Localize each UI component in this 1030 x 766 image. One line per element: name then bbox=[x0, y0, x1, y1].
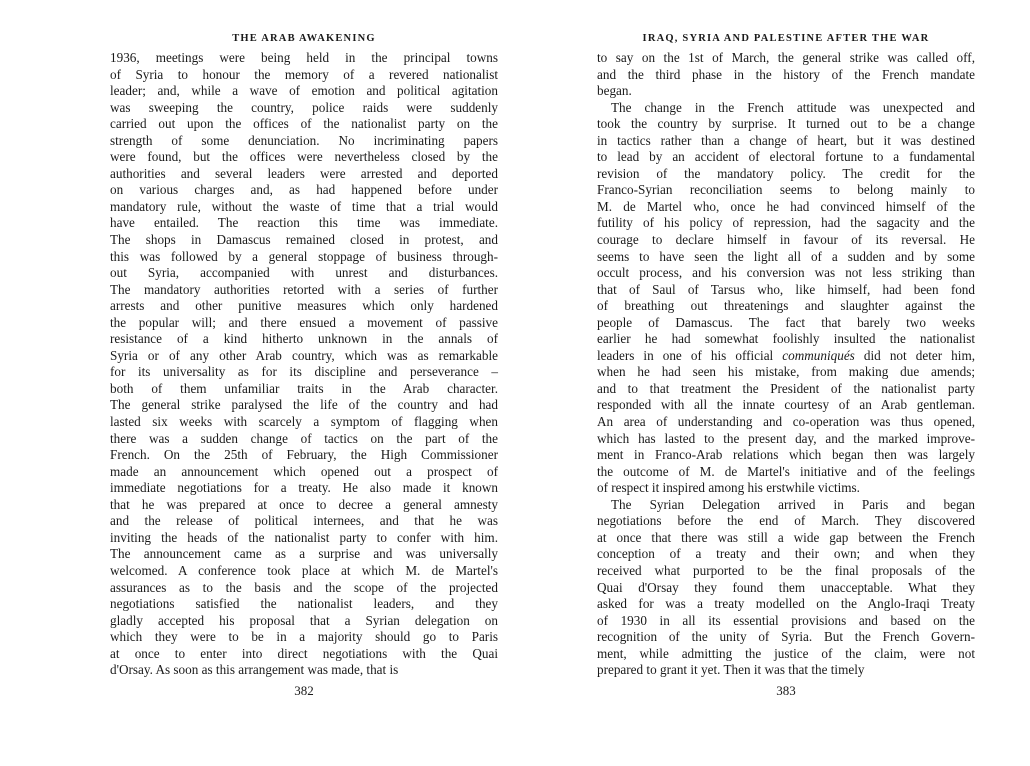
text-line: futility of his policy of repression, had the sagacity and the bbox=[597, 215, 975, 231]
text-line: inviting the heads of the nationalist party to confer with him. bbox=[110, 529, 498, 545]
text-line: The Syrian Delegation arrived in Paris and began bbox=[611, 496, 975, 512]
text-line: lasted six weeks with scarcely a symptom of flagging when bbox=[110, 414, 498, 430]
text-line: and to that treatment the President of the nationalist party bbox=[597, 380, 975, 396]
text-line: carried out upon the offices of the nationalist party on the bbox=[110, 116, 498, 132]
page-number-right: 383 bbox=[776, 683, 796, 698]
text-line: recognition of the unity of Syria. But the French Govern- bbox=[597, 629, 975, 645]
text-line: were found, but the offices were nevertheless closed by the bbox=[110, 149, 498, 165]
text-line: of respect it inspired among his erstwhile victims. bbox=[597, 480, 860, 496]
text-line: ment, while admitting the justice of the claim, were not bbox=[597, 645, 975, 661]
text-line: received what purported to be the final proposals of the bbox=[597, 562, 975, 578]
text-line: for its universality as for its discipline and perseverance – bbox=[110, 364, 498, 380]
running-head-right: IRAQ, SYRIA AND PALESTINE AFTER THE WAR bbox=[642, 33, 930, 44]
text-line: this was followed by a general stoppage of business through- bbox=[110, 248, 498, 264]
text-line: negotiations before the end of March. They discovered bbox=[597, 513, 975, 529]
text-line: the popular will; and there ensued a movement of passive bbox=[110, 314, 498, 330]
text-line: which has lasted to the present day, and the marked improve- bbox=[597, 430, 975, 446]
text-line: on various charges and, as had happened before under bbox=[110, 182, 498, 198]
text-line: arrests and other punitive measures which only hardened bbox=[110, 298, 498, 314]
text-line: out Syria, accompanied with unrest and disturbances. bbox=[110, 265, 498, 281]
text-line: and the release of political internees, and that he was bbox=[110, 513, 498, 529]
text-line: welcomed. A conference took place at which M. de Martel's bbox=[110, 562, 498, 578]
text-line: Syria or of any other Arab country, which was as remarkable bbox=[110, 347, 498, 363]
text-line: The general strike paralysed the life of the country and had bbox=[110, 397, 498, 413]
text-line: The shops in Damascus remained closed in protest, and bbox=[110, 232, 498, 248]
text-line: have entailed. The reaction this time was immediate. bbox=[110, 215, 498, 231]
text-line: The announcement came as a surprise and was universally bbox=[110, 546, 498, 562]
text-line: asked for was a treaty modelled on the Anglo-Iraqi Treaty bbox=[597, 596, 975, 612]
text-line: earlier he had somewhat foolishly insulted the nationalist bbox=[597, 331, 975, 347]
text-line: d'Orsay. As soon as this arrangement was made, that is bbox=[110, 662, 399, 678]
text-line: The mandatory authorities retorted with a series of further bbox=[110, 281, 498, 297]
text-line: was sweeping the country, police raids were suddenly bbox=[110, 99, 498, 115]
text-line: revision of the mandatory policy. The credit for the bbox=[597, 165, 975, 181]
text-line: gladly accepted his proposal that a Syrian delegation on bbox=[110, 612, 498, 628]
text-line: there was a sudden change of tactics on the part of the bbox=[110, 430, 498, 446]
text-line: resistance of a kind hitherto unknown in the annals of bbox=[110, 331, 498, 347]
left-body-text bbox=[110, 50, 498, 679]
page-number-left: 382 bbox=[294, 683, 314, 698]
text-line: Franco-Syrian reconciliation seems to belong mainly to bbox=[597, 182, 975, 198]
text-line: authorities and several leaders were arrested and deported bbox=[110, 165, 498, 181]
text-line: to say on the 1st of March, the general strike was called off, bbox=[597, 50, 975, 65]
text-line: both of them unfamiliar traits in the Arab character. bbox=[110, 380, 498, 396]
text-line: to lead by an accident of electoral fortune to a fundamental bbox=[597, 149, 975, 165]
text-line: ment in Franco-Arab relations which began then was largely bbox=[597, 447, 975, 463]
text-line: courage to declare himself in favour of its reversal. He bbox=[597, 232, 975, 248]
text-line: people of Damascus. The fact that barely two weeks bbox=[597, 314, 975, 330]
text-line: negotiations satisfied the nationalist leaders, and they bbox=[110, 596, 498, 612]
text-line: took the country by surprise. It turned out to be a change bbox=[597, 116, 975, 132]
text-line: assurances as to the basis and the scope of the projected bbox=[110, 579, 498, 595]
text-line: occult process, and his conversion was not less striking than bbox=[597, 265, 975, 281]
text-line: strength of some denunciation. No incriminating papers bbox=[110, 132, 498, 148]
text-line: leader; and, while a wave of emotion and political agitation bbox=[110, 83, 498, 99]
running-head-left: THE ARAB AWAKENING bbox=[232, 33, 376, 44]
text-line: which they were to be in a majority should go to Paris bbox=[110, 629, 498, 645]
text-line: and the third phase in the history of the French mandate bbox=[597, 66, 975, 82]
text-line: responded with all the innate courtesy of an Arab gentleman. bbox=[597, 397, 975, 413]
text-line: French. On the 25th of February, the High Commissioner bbox=[110, 447, 498, 463]
text-line: that of Saul of Tarsus who, like himself, had been fond bbox=[597, 281, 975, 297]
text-line: Quai d'Orsay they found them unacceptable. What they bbox=[597, 579, 975, 595]
text-line: prepared to grant it yet. Then it was that the timely bbox=[597, 662, 865, 678]
text-line: at once to enter into direct negotiations with the Quai bbox=[110, 645, 498, 661]
text-line: made an announcement which opened out a prospect of bbox=[110, 463, 498, 479]
text-line: The change in the French attitude was unexpected and bbox=[611, 99, 975, 115]
text-line: at once that there was still a wide gap between the French bbox=[597, 529, 975, 545]
text-line: when he had seen his mistake, from making due amends; bbox=[597, 364, 975, 380]
text-line: 1936, meetings were being held in the principal towns bbox=[110, 50, 498, 65]
text-line: M. de Martel who, once he had convinced himself of the bbox=[597, 198, 975, 214]
text-line: the outcome of M. de Martel's initiative and of the feelings bbox=[597, 463, 975, 479]
text-line: of breathing out threatenings and slaughter against the bbox=[597, 298, 975, 314]
text-line: that he was prepared at once to decree a general amnesty bbox=[110, 496, 498, 512]
right-body-text bbox=[597, 50, 975, 679]
text-line: leaders in one of his official communiqués did not deter him, bbox=[597, 347, 975, 363]
text-line: of 1930 in all its essential provisions and based on the bbox=[597, 612, 975, 628]
text-line: began. bbox=[597, 83, 632, 99]
text-line: mandatory rule, without the waste of time that a trial would bbox=[110, 198, 498, 214]
text-line: seems to have seen the light all of a sudden and by some bbox=[597, 248, 975, 264]
text-line: conception of a treaty and their own; and when they bbox=[597, 546, 975, 562]
text-line: in tactics rather than a change of heart, but it was destined bbox=[597, 132, 975, 148]
text-line: An area of understanding and co-operation was thus opened, bbox=[597, 414, 975, 430]
text-line: of Syria to honour the memory of a revered nationalist bbox=[110, 66, 498, 82]
text-line: immediate negotiations for a treaty. He also made it known bbox=[110, 480, 498, 496]
